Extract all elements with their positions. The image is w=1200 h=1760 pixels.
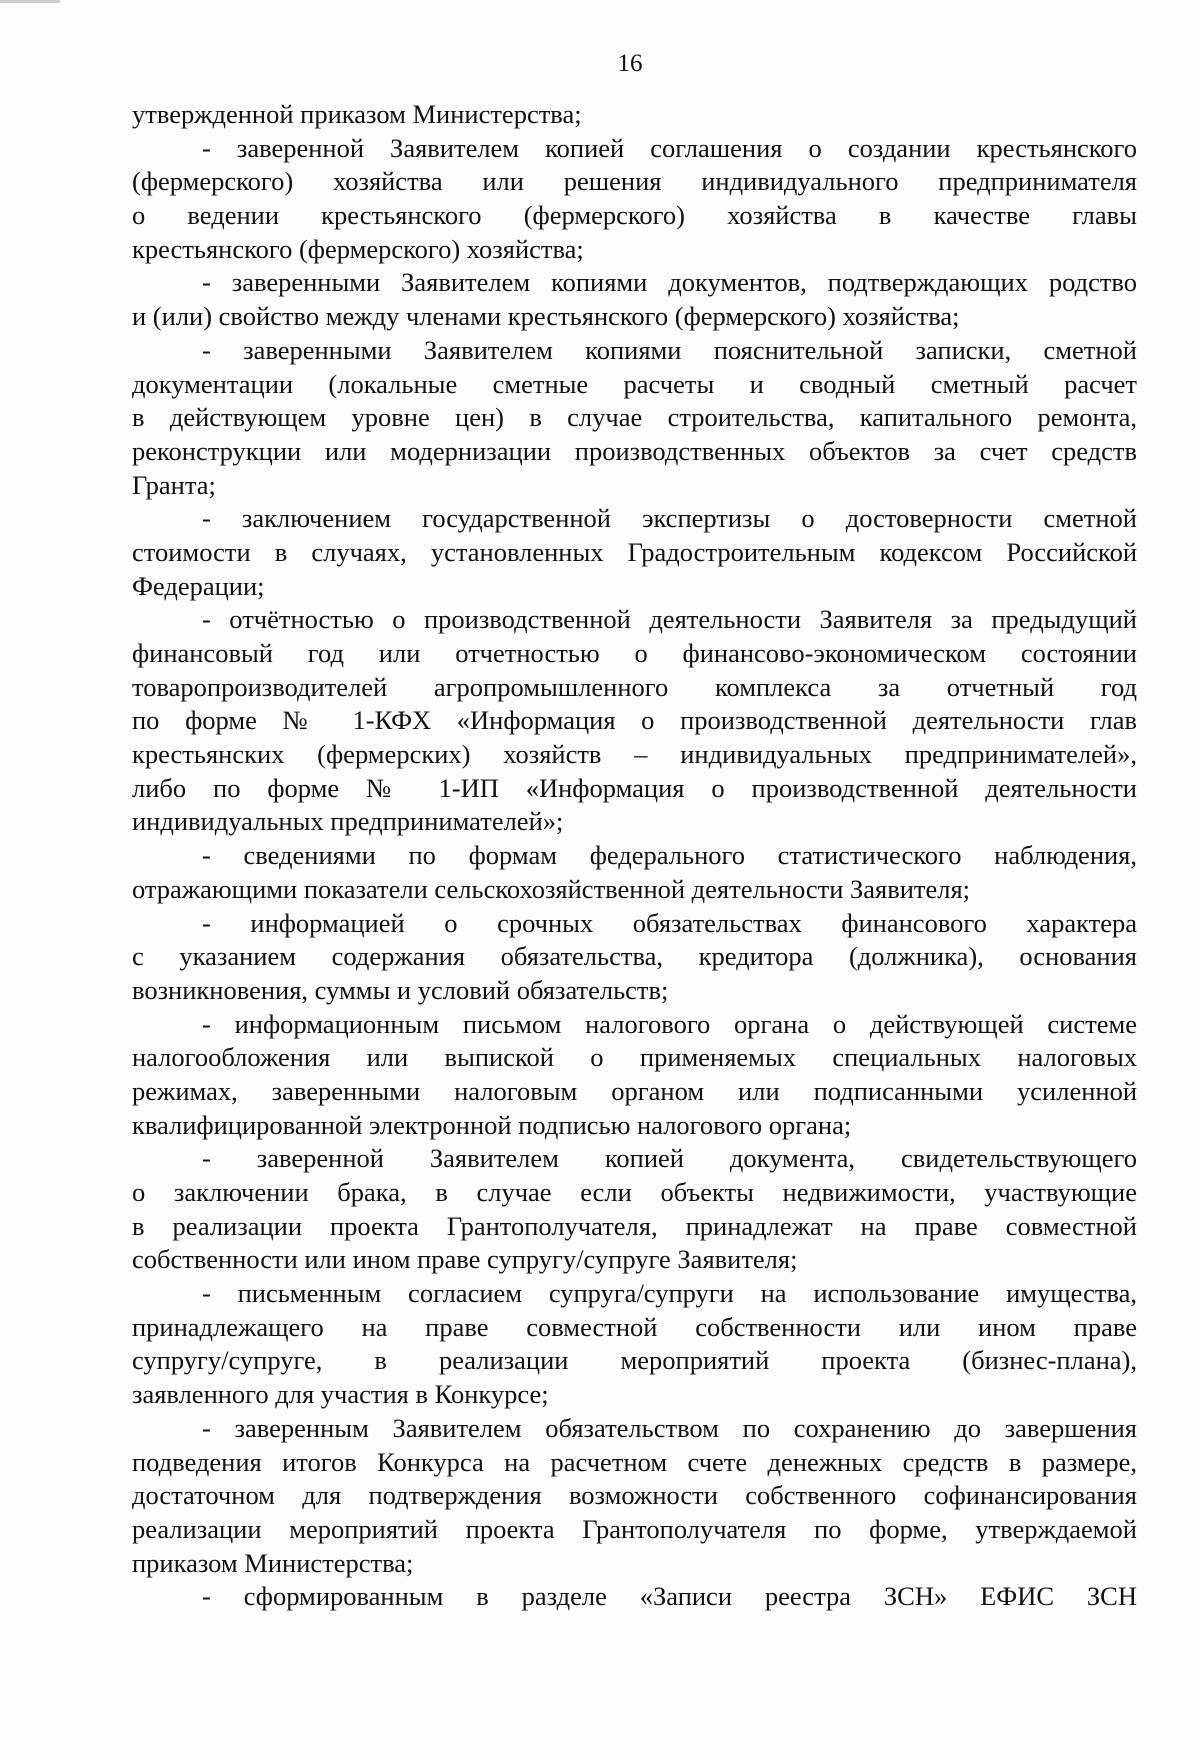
text-line: крестьянских (фермерских) хозяйств – индивидуальных предпринимателей»,	[132, 739, 1137, 770]
text-line: о ведении крестьянского (фермерского) хозяйства в качестве главы	[132, 200, 1137, 231]
text-line: заявленного для участия в Конкурсе;	[132, 1379, 549, 1410]
text-line: стоимости в случаях, установленных Градостроительным кодексом Российской	[132, 536, 1137, 567]
text-line: собственности или ином праве супругу/супруге Заявителя;	[132, 1244, 798, 1275]
text-line: - заверенной Заявителем копией соглашения о создании крестьянского	[202, 132, 1137, 163]
text-line: - сформированным в разделе «Записи реестра ЗСН» ЕФИС ЗСН	[202, 1581, 1137, 1612]
text-line: - заверенным Заявителем обязательством по сохранению до завершения	[202, 1412, 1137, 1443]
text-line: Федерации;	[132, 570, 265, 601]
text-line: реконструкции или модернизации производственных объектов за счет средств	[132, 435, 1137, 466]
text-line: и (или) свойство между членами крестьянского (фермерского) хозяйства;	[132, 301, 960, 332]
text-line: с указанием содержания обязательства, кредитора (должника), основания	[132, 941, 1137, 972]
text-line: - информацией о срочных обязательствах финансового характера	[202, 907, 1137, 938]
text-line: товаропроизводителей агропромышленного комплекса за отчетный год	[132, 671, 1137, 702]
text-line: - сведениями по формам федерального статистического наблюдения,	[202, 840, 1137, 871]
text-line: возникновения, суммы и условий обязательств;	[132, 974, 669, 1005]
text-line: в реализации проекта Грантополучателя, принадлежат на праве совместной	[132, 1210, 1137, 1241]
text-line: утвержденной приказом Министерства;	[132, 99, 582, 129]
text-line: отражающими показатели сельскохозяйственной деятельности Заявителя;	[132, 873, 971, 904]
text-line: Гранта;	[132, 469, 216, 500]
text-line: налогообложения или выпиской о применяемых специальных налоговых	[132, 1042, 1137, 1073]
text-line: подведения итогов Конкурса на расчетном счете денежных средств в размере,	[132, 1446, 1137, 1477]
text-line: - отчётностью о производственной деятельности Заявителя за предыдущий	[202, 604, 1137, 635]
text-line: - информационным письмом налогового органа о действующей системе	[202, 1008, 1137, 1039]
text-line: - заключением государственной экспертизы о достоверности сметной	[202, 503, 1137, 534]
text-line: - заверенной Заявителем копией документа, свидетельствующего	[202, 1143, 1137, 1174]
text-line: крестьянского (фермерского) хозяйства;	[132, 233, 584, 264]
text-line: достаточном для подтверждения возможности собственного софинансирования	[132, 1480, 1137, 1511]
text-line: о заключении брака, в случае если объекты недвижимости, участвующие	[132, 1177, 1137, 1207]
text-line: - письменным согласием супруга/супруги на использование имущества,	[202, 1278, 1137, 1309]
text-line: финансовый год или отчетностью о финансово-экономическом состоянии	[132, 638, 1137, 668]
text-line: режимах, заверенными налоговым органом или подписанными усиленной	[132, 1075, 1137, 1106]
text-line: - заверенными Заявителем копиями пояснительной записки, сметной	[202, 334, 1137, 365]
text-line: (фермерского) хозяйства или решения индивидуального предпринимателя	[132, 166, 1137, 197]
page-number: 16	[617, 50, 643, 77]
text-line: документации (локальные сметные расчеты и сводный сметный расчет	[132, 368, 1137, 399]
text-line: индивидуальных предпринимателей»;	[132, 806, 564, 837]
text-line: в действующем уровне цен) в случае строительства, капитального ремонта,	[132, 402, 1137, 433]
scan-edge-mark	[0, 0, 60, 3]
text-line: квалифицированной электронной подписью налогового органа;	[132, 1109, 852, 1140]
text-line: принадлежащего на праве совместной собственности или ином праве	[132, 1311, 1137, 1342]
text-line: приказом Министерства;	[132, 1547, 414, 1578]
text-line: - заверенными Заявителем копиями документов, подтверждающих родство	[202, 267, 1137, 298]
body-text	[132, 98, 1137, 1614]
text-line: супругу/супруге, в реализации мероприятий проекта (бизнес-плана),	[132, 1345, 1137, 1376]
text-line: по форме № 1-КФХ «Информация о производственной деятельности глав	[132, 705, 1137, 736]
text-line: реализации мероприятий проекта Грантополучателя по форме, утверждаемой	[132, 1513, 1137, 1544]
text-line: либо по форме № 1-ИП «Информация о производственной деятельности	[132, 772, 1137, 803]
